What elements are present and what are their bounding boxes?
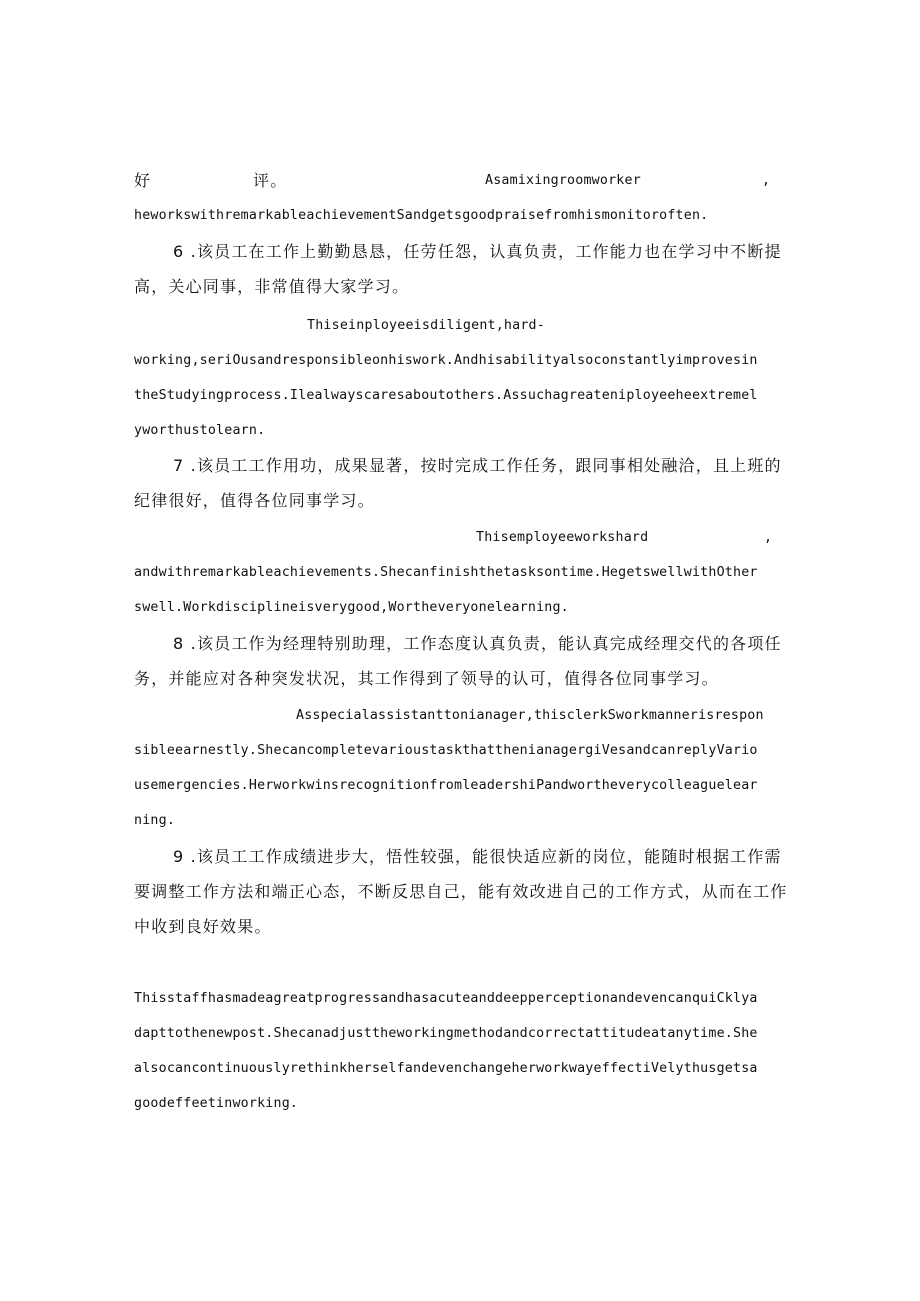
item7-en-line-1: Thisemployeeworkshard	[476, 530, 649, 545]
item9-zh-line-1: 9 .该员工工作成绩进步大，悟性较强，能很快适应新的岗位，能随时根据工作需	[173, 847, 782, 866]
item9-zh-line-3: 中收到良好效果。	[134, 917, 272, 936]
item7-zh-line-1: 7 .该员工工作用功，成果显著，按时完成工作任务，跟同事相处融洽，且上班的	[173, 456, 782, 475]
item7-en-line-3: swell.Workdisciplineisverygood,Wortheveryonelearning.	[134, 600, 569, 615]
item6-zh-line-1: 6 .该员工在工作上勤勤恳恳，任劳任怨，认真负责，工作能力也在学习中不断提	[173, 242, 782, 261]
item8-en-line-2: sibleearnestly.ShecancompletevarioustaskthatthenianagergiVesandcanreplyVario	[134, 743, 758, 758]
item5-en-line: heworkswithremarkableachievementSandgetsgoodpraisefromhismonitoroften.	[134, 208, 709, 223]
item5-en-fragment-a: Asamixingroomworker	[485, 173, 641, 188]
item5-en-comma: ,	[762, 173, 771, 188]
item9-en-line-1: ThisstaffhasmadeagreatprogressandhasacuteanddeepperceptionandevencanquiCklya	[134, 991, 758, 1006]
item6-en-line-4: yworthustolearn.	[134, 423, 266, 438]
item6-en-line-2: working,seriOusandresponsibleonhiswork.Andhisabilityalsoconstantlyimprovesin	[134, 353, 758, 368]
item9-en-line-3: alsocancontinuouslyrethinkherselfandevenchangeherworkwayeffectiVelythusgetsa	[134, 1061, 758, 1076]
item8-en-line-4: ning.	[134, 813, 176, 828]
item8-zh-line-2: 务，并能应对各种突发状况，其工作得到了领导的认可，值得各位同事学习。	[134, 669, 719, 688]
item6-zh-line-2: 高，关心同事，非常值得大家学习。	[134, 277, 410, 296]
item5-zh-fragment-a: 好	[134, 171, 152, 190]
item9-en-line-4: goodeffeetinworking.	[134, 1096, 299, 1111]
item8-en-line-3: usemergencies.HerworkwinsrecognitionfromleadershiPandwortheverycolleaguelear	[134, 778, 758, 793]
item9-zh-line-2: 要调整工作方法和端正心态，不断反思自己，能有效改进自己的工作方式，从而在工作	[134, 882, 788, 901]
item7-en-comma: ,	[764, 530, 773, 545]
item6-en-line-1: Thiseinployeeisdiligent,hard-	[307, 318, 545, 333]
item7-zh-line-2: 纪律很好，值得各位同事学习。	[134, 491, 375, 510]
item7-en-line-2: andwithremarkableachievements.Shecanfinishthetasksontime.HegetswellwithOther	[134, 565, 758, 580]
item9-en-line-2: dapttothenewpost.Shecanadjusttheworkingmethodandcorrectattitudeatanytime.She	[134, 1026, 758, 1041]
item8-zh-line-1: 8 .该员工作为经理特别助理，工作态度认真负责，能认真完成经理交代的各项任	[173, 634, 782, 653]
item8-en-line-1: Asspecialassistanttonianager,thisclerkSworkmannerisrespon	[296, 708, 764, 723]
item6-en-line-3: theStudyingprocess.Ilealwayscaresaboutothers.Assuchagreateniployeeheextremel	[134, 388, 758, 403]
item5-zh-fragment-b: 评。	[253, 171, 288, 190]
